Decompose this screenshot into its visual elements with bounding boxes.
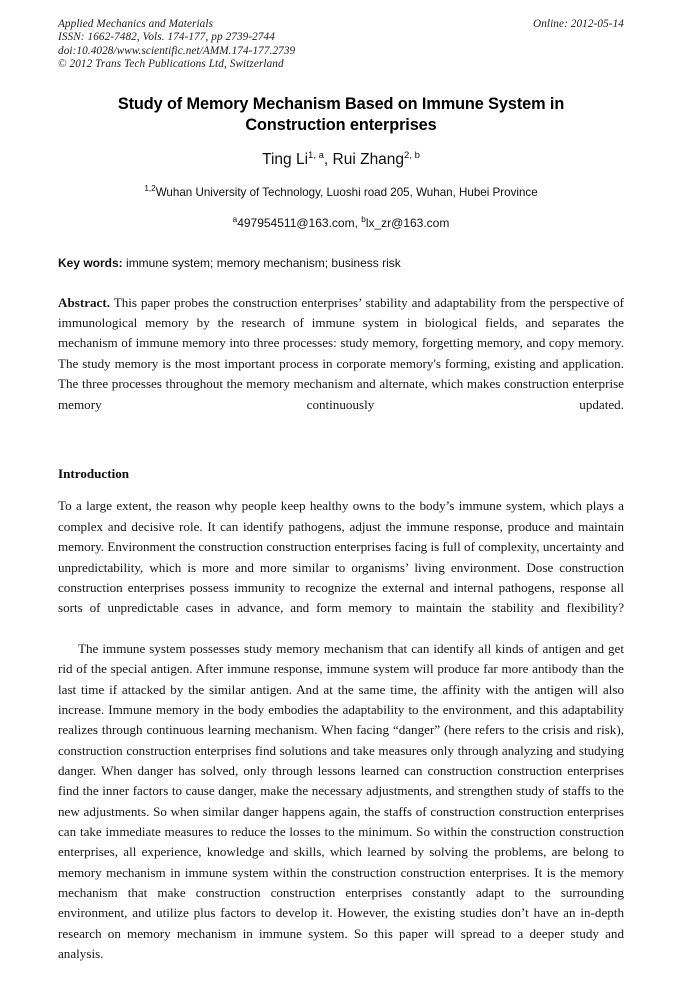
email-separator: , xyxy=(354,215,362,230)
body-paragraph: The immune system possesses study memory mechanism that can identify all kinds of antigen and get rid of the special antigen. After immune response, immune system will produce far more antibody than the last time if attacked by the similar antigen. And at the same time, the affinity with the antigen will also increase. Immune memory in the body embodies the adaptability to the environment, and this adaptability realizes through continuous learning mechanism. When facing “danger” (here refers to the crisis and risk), construction construction enterprises find solutions and take measures only through analyzing and studying danger. When danger has solved, only through lessons learned can construction construction enterprises find the inner factors to cause danger, make the necessary adjustments, and strengthen study of staffs to the new adjustments. So when similar danger happens again, the staffs of construction construction enterprises can take immediate measures to reduce the losses to the minimum. So within the construction construction enterprises, all experience, knowledge and skills, which learned by solving the problems, are belong to memory mechanism in immune system within the construction construction enterprises. It is the memory mechanism that make construction construction enterprises constantly adapt to the surrounding environment, and utilize plus factors to develop it. However, the existing studies don’t have an in-depth research on memory mechanism in immune system. So this paper will spread to a deeper study and analysis. xyxy=(58,640,624,962)
abstract-label: Abstract. xyxy=(58,294,110,310)
author-affiliation xyxy=(58,185,624,200)
author-emails xyxy=(58,216,624,231)
keywords-label: Key words: xyxy=(58,255,123,270)
journal-doi: doi:10.4028/www.scientific.net/AMM.174-177.2739 xyxy=(58,44,296,57)
journal-name: Applied Mechanics and Materials xyxy=(58,18,214,30)
email-marker: b xyxy=(361,214,366,224)
author-name: Ting Li xyxy=(262,150,309,168)
affiliation-marker: 1,2 xyxy=(144,183,156,193)
keywords-line xyxy=(58,255,624,271)
page-title: Study of Memory Mechanism Based on Immune System in Construction enterprises xyxy=(117,94,565,134)
author-affiliation-marker: 2, b xyxy=(404,149,420,161)
keywords-text: immune system; memory mechanism; business risk xyxy=(122,255,401,270)
affiliation-text: Wuhan University of Technology, Luoshi road 205, Wuhan, Hubei Province xyxy=(155,185,538,199)
email-marker: a xyxy=(232,214,238,224)
author-name: Rui Zhang xyxy=(332,150,405,168)
journal-copyright: © 2012 Trans Tech Publications Ltd, Switzerland xyxy=(58,58,284,71)
author-separator: , xyxy=(323,150,333,168)
journal-header xyxy=(58,18,624,72)
email-address: 497954511@163.com xyxy=(237,215,355,230)
online-publication-date: Online: 2012-05-14 xyxy=(533,18,624,30)
abstract-paragraph xyxy=(58,293,624,436)
section-heading-introduction: Introduction xyxy=(58,466,130,482)
body-paragraph: To a large extent, the reason why people keep healthy owns to the body’s immune system, which plays a complex and decisive role. It can identify pathogens, adjust the immune response, produce and maintain memory. Environment the construction construction enterprises facing is full of complexity, uncertainty and unpredictability, which is more and more similar to organisms’ living environment. Dose construction construction enterprises possess immunity to recognize the external and internal pathogens, response all sorts of unpredictable cases in advance, and form memory to maintain the stability and flexibility? xyxy=(58,498,624,616)
author-list xyxy=(58,150,624,169)
author-affiliation-marker: 1, a xyxy=(308,149,324,161)
journal-issn: ISSN: 1662-7482, Vols. 174-177, pp 2739-2744 xyxy=(58,31,275,44)
abstract-text: This paper probes the construction enterprises’ stability and adaptability from the perspective of immunological memory by the research of immune system in biological fields, and separates the mechanism of immune memory into three processes: study memory, forgetting memory, and copy memory. The study memory is the most important process in corporate memory's forming, existing and application. The three processes throughout the memory mechanism and alternate, which makes construction enterprise memory continuously updated. xyxy=(58,294,624,412)
email-address: lx_zr@163.com xyxy=(365,215,450,230)
